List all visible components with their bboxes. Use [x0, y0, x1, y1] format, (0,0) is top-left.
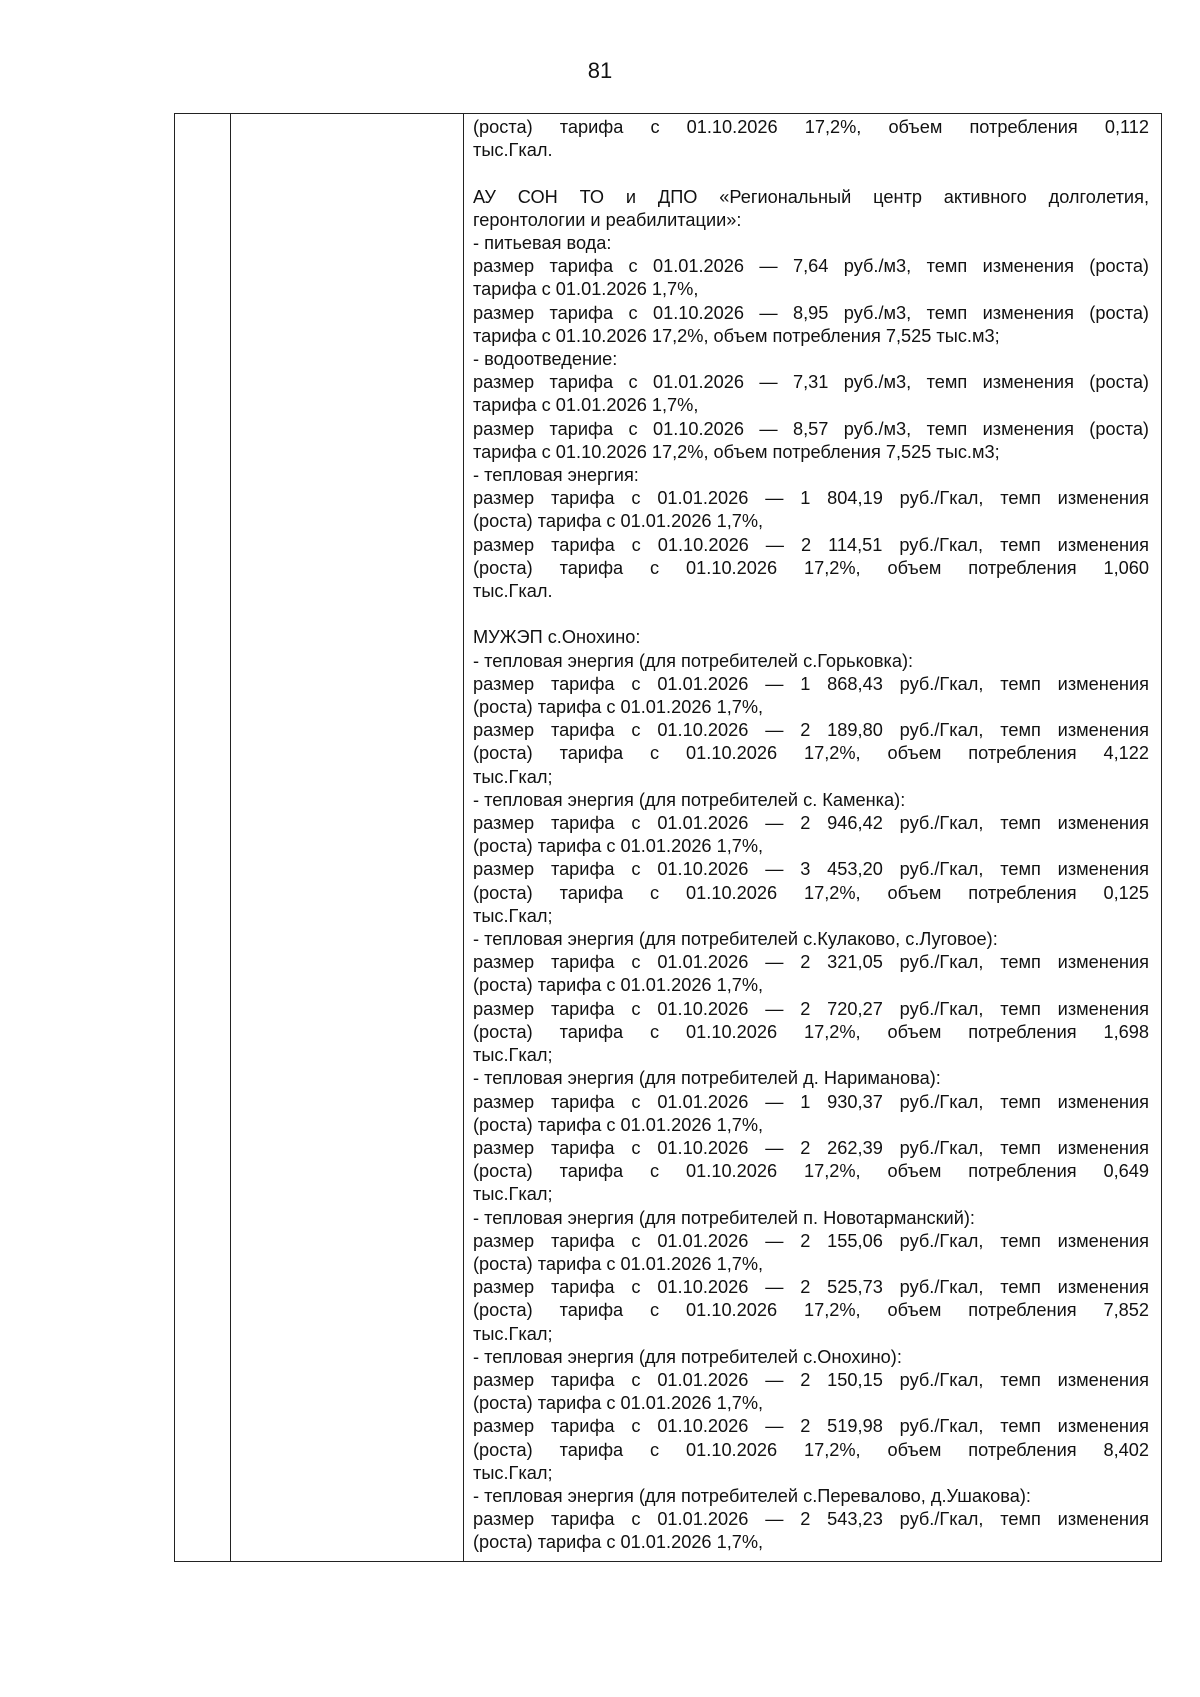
text-line: - тепловая энергия (для потребителей с. Каменка):	[473, 789, 906, 810]
text-line: размер тарифа с 01.10.2026 — 8,95 руб./м3, темп изменения (роста)	[473, 302, 1149, 323]
text-line: (роста) тарифа с 01.01.2026 1,7%,	[473, 1393, 764, 1414]
text-line: размер тарифа с 01.01.2026 — 1 868,43 руб./Гкал, темп изменения	[473, 673, 1149, 694]
text-line: размер тарифа с 01.01.2026 — 7,31 руб./м3, темп изменения (роста)	[473, 372, 1149, 393]
text-line: тыс.Гкал;	[473, 1323, 553, 1344]
column-divider	[463, 114, 464, 1561]
text-line: размер тарифа с 01.10.2026 — 2 720,27 руб./Гкал, темп изменения	[473, 998, 1149, 1019]
text-line: размер тарифа с 01.01.2026 — 1 930,37 руб./Гкал, темп изменения	[473, 1091, 1149, 1112]
text-line: размер тарифа с 01.10.2026 — 3 453,20 руб./Гкал, темп изменения	[473, 859, 1149, 880]
text-line: (роста) тарифа с 01.01.2026 1,7%,	[473, 1532, 764, 1553]
text-line: АУ СОН ТО и ДПО «Региональный центр активного долголетия,	[473, 186, 1149, 207]
text-line: (роста) тарифа с 01.10.2026 17,2%, объем потребления 0,649	[473, 1161, 1149, 1182]
text-line: - тепловая энергия:	[473, 465, 639, 486]
page-number: 81	[587, 58, 613, 83]
text-line: - тепловая энергия (для потребителей с.Кулаково, с.Луговое):	[473, 929, 998, 950]
text-line: - тепловая энергия (для потребителей д. Нариманова):	[473, 1068, 941, 1089]
text-line: геронтологии и реабилитации»:	[473, 209, 742, 230]
text-line: тыс.Гкал;	[473, 905, 553, 926]
text-line: (роста) тарифа с 01.01.2026 1,7%,	[473, 975, 764, 996]
text-line: тарифа с 01.10.2026 17,2%, объем потребления 7,525 тыс.м3;	[473, 441, 1000, 462]
paragraph-gap	[473, 162, 1149, 185]
text-line: размер тарифа с 01.01.2026 — 1 804,19 руб./Гкал, темп изменения	[473, 488, 1149, 509]
text-line: тыс.Гкал.	[473, 581, 553, 602]
text-line: (роста) тарифа с 01.10.2026 17,2%, объем потребления 0,125	[473, 882, 1149, 903]
text-line: размер тарифа с 01.01.2026 — 7,64 руб./м3, темп изменения (роста)	[473, 256, 1149, 277]
text-line: (роста) тарифа с 01.10.2026 17,2%, объем потребления 7,852	[473, 1300, 1149, 1321]
text-line: тыс.Гкал;	[473, 1462, 553, 1483]
text-line: размер тарифа с 01.01.2026 — 2 543,23 руб./Гкал, темп изменения	[473, 1509, 1149, 1530]
text-line: (роста) тарифа с 01.01.2026 1,7%,	[473, 1114, 764, 1135]
text-line: тыс.Гкал;	[473, 1184, 553, 1205]
text-line: тарифа с 01.01.2026 1,7%,	[473, 279, 699, 300]
text-line: МУЖЭП с.Онохино:	[473, 627, 641, 648]
text-line: размер тарифа с 01.01.2026 — 2 150,15 руб./Гкал, темп изменения	[473, 1369, 1149, 1390]
text-line: (роста) тарифа с 01.01.2026 1,7%,	[473, 511, 764, 532]
text-line: - тепловая энергия (для потребителей с.Перевалово, д.Ушакова):	[473, 1485, 1031, 1506]
text-line: тыс.Гкал;	[473, 1045, 553, 1066]
text-line: размер тарифа с 01.10.2026 — 2 525,73 руб./Гкал, темп изменения	[473, 1277, 1149, 1298]
text-line: тыс.Гкал;	[473, 766, 553, 787]
text-line: размер тарифа с 01.01.2026 — 2 155,06 руб./Гкал, темп изменения	[473, 1230, 1149, 1251]
tariff-description-cell	[473, 116, 1149, 1555]
text-line: - тепловая энергия (для потребителей с.Горьковка):	[473, 650, 914, 671]
text-line: (роста) тарифа с 01.10.2026 17,2%, объем потребления 0,112	[473, 117, 1149, 137]
text-line: тарифа с 01.01.2026 1,7%,	[473, 395, 699, 416]
text-line: размер тарифа с 01.10.2026 — 2 519,98 руб./Гкал, темп изменения	[473, 1416, 1149, 1437]
text-line: размер тарифа с 01.01.2026 — 2 946,42 руб./Гкал, темп изменения	[473, 813, 1149, 834]
text-line: (роста) тарифа с 01.10.2026 17,2%, объем потребления 1,698	[473, 1021, 1149, 1042]
text-line: (роста) тарифа с 01.10.2026 17,2%, объем потребления 1,060	[473, 557, 1149, 578]
text-line: размер тарифа с 01.10.2026 — 2 189,80 руб./Гкал, темп изменения	[473, 720, 1149, 741]
tariff-table	[174, 113, 1162, 1562]
paragraph-gap	[473, 603, 1149, 626]
text-line: (роста) тарифа с 01.10.2026 17,2%, объем потребления 4,122	[473, 743, 1149, 764]
text-line: размер тарифа с 01.10.2026 — 2 114,51 руб./Гкал, темп изменения	[473, 534, 1149, 555]
text-line: (роста) тарифа с 01.10.2026 17,2%, объем потребления 8,402	[473, 1439, 1149, 1460]
text-line: - тепловая энергия (для потребителей п. Новотарманский):	[473, 1207, 975, 1228]
text-line: размер тарифа с 01.10.2026 — 8,57 руб./м3, темп изменения (роста)	[473, 418, 1149, 439]
text-line: - водоотведение:	[473, 349, 618, 370]
text-line: (роста) тарифа с 01.01.2026 1,7%,	[473, 697, 764, 718]
text-line: - питьевая вода:	[473, 233, 612, 253]
text-line: - тепловая энергия (для потребителей с.Онохино):	[473, 1346, 902, 1367]
text-line: тыс.Гкал.	[473, 140, 553, 161]
column-divider	[230, 114, 231, 1561]
text-line: размер тарифа с 01.01.2026 — 2 321,05 руб./Гкал, темп изменения	[473, 952, 1149, 973]
text-line: (роста) тарифа с 01.01.2026 1,7%,	[473, 1253, 764, 1274]
text-line: размер тарифа с 01.10.2026 — 2 262,39 руб./Гкал, темп изменения	[473, 1137, 1149, 1158]
text-line: тарифа с 01.10.2026 17,2%, объем потребления 7,525 тыс.м3;	[473, 325, 1000, 346]
text-line: (роста) тарифа с 01.01.2026 1,7%,	[473, 836, 764, 857]
